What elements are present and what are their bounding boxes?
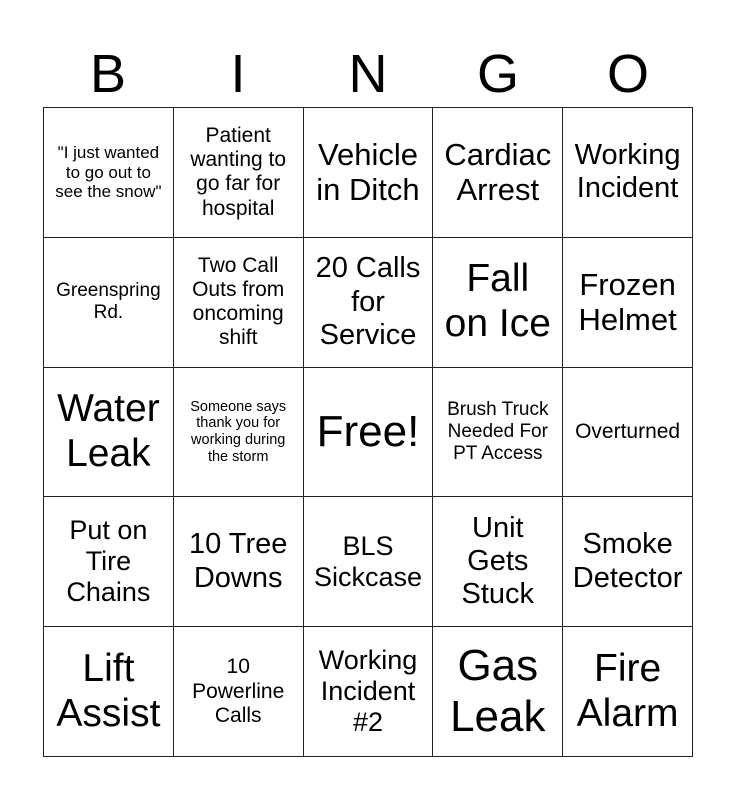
header-letter-n: N bbox=[348, 44, 388, 104]
bingo-cell[interactable]: Frozen Helmet bbox=[563, 238, 693, 368]
bingo-cell[interactable]: 20 Calls for Service bbox=[304, 238, 434, 368]
header-letter-i: I bbox=[230, 44, 246, 104]
bingo-cell[interactable]: Working Incident #2 bbox=[304, 627, 434, 757]
header-letter-o: O bbox=[606, 44, 649, 104]
bingo-cell[interactable]: Water Leak bbox=[44, 368, 174, 498]
bingo-cell[interactable]: Fire Alarm bbox=[563, 627, 693, 757]
bingo-cell[interactable]: Overturned bbox=[563, 368, 693, 498]
bingo-cell[interactable]: BLS Sickcase bbox=[304, 497, 434, 627]
bingo-cell[interactable]: Smoke Detector bbox=[563, 497, 693, 627]
bingo-cell[interactable]: Patient wanting to go far for hospital bbox=[174, 108, 304, 238]
header-letter-g: G bbox=[476, 44, 519, 104]
bingo-cell[interactable]: Two Call Outs from oncoming shift bbox=[174, 238, 304, 368]
bingo-cell[interactable]: Fall on Ice bbox=[433, 238, 563, 368]
bingo-header bbox=[43, 40, 693, 108]
bingo-cell[interactable]: "I just wanted to go out to see the snow" bbox=[44, 108, 174, 238]
bingo-cell[interactable]: Brush Truck Needed For PT Access bbox=[433, 368, 563, 498]
bingo-cell[interactable]: 10 Tree Downs bbox=[174, 497, 304, 627]
bingo-cell[interactable]: Working Incident bbox=[563, 108, 693, 238]
bingo-cell[interactable]: Put on Tire Chains bbox=[44, 497, 174, 627]
bingo-board bbox=[43, 107, 693, 757]
bingo-cell[interactable]: Someone says thank you for working during the storm bbox=[174, 368, 304, 498]
bingo-cell[interactable]: 10 Powerline Calls bbox=[174, 627, 304, 757]
bingo-cell[interactable]: Greenspring Rd. bbox=[44, 238, 174, 368]
bingo-cell[interactable]: Unit Gets Stuck bbox=[433, 497, 563, 627]
bingo-cell[interactable]: Gas Leak bbox=[433, 627, 563, 757]
bingo-cell[interactable]: Cardiac Arrest bbox=[433, 108, 563, 238]
header-letter-b: B bbox=[89, 44, 127, 104]
bingo-cell[interactable]: Vehicle in Ditch bbox=[304, 108, 434, 238]
bingo-cell[interactable]: Lift Assist bbox=[44, 627, 174, 757]
free-space-cell[interactable]: Free! bbox=[304, 368, 434, 498]
